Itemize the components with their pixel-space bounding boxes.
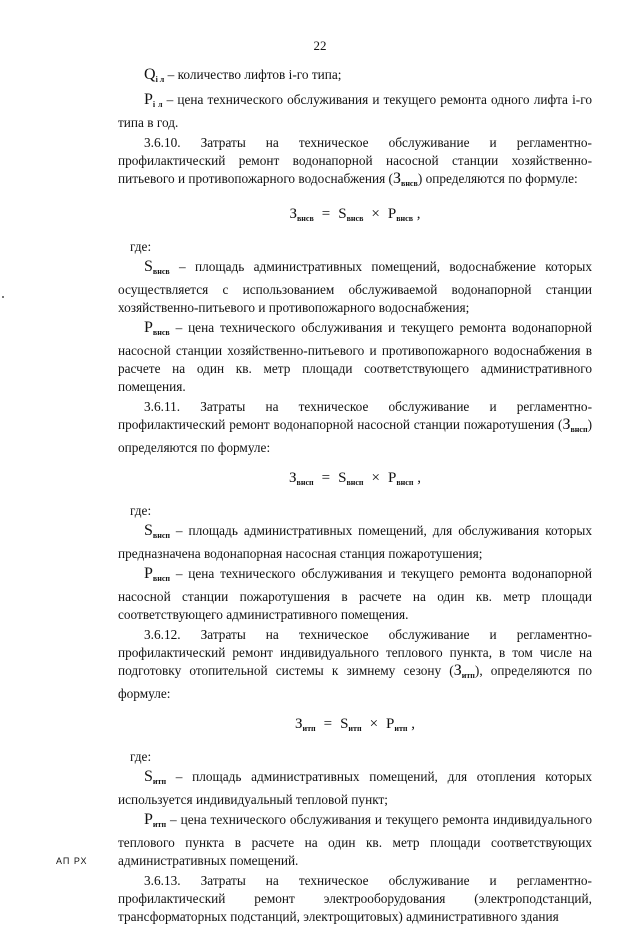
where-label-1: где: bbox=[130, 239, 152, 254]
where-label-3: где: bbox=[130, 749, 152, 764]
s-itp-definition: $S_{итп}$ – площадь административных помещений, для отопления которых используется индивидуальный тепловой пункт; bbox=[118, 768, 592, 807]
where-label-2: где: bbox=[130, 503, 152, 518]
p-itp-definition: $P_{итп}$ – цена технического обслуживания и текущего ремонта индивидуального теплового пункта в расчете на один кв. метр площади соответствующих административных помещений. bbox=[118, 811, 592, 868]
q-definition: $Q_{i л}$ – количество лифтов i-го типа; bbox=[144, 66, 342, 84]
scan-speck bbox=[2, 296, 4, 298]
p-definition: $P_{i л}$ – цена технического обслуживания и текущего ремонта одного лифта i-го типа в год. bbox=[118, 91, 592, 130]
s-vnsp-definition: $S_{внсп}$ – площадь административных помещений, для обслуживания которых предназначена водонапорная насосная станция пожаротушения; bbox=[118, 522, 592, 561]
section-3-6-13: 3.6.13. Затраты на техническое обслуживание и регламентно-профилактический ремонт электрооборудования (электроподстанций, трансформаторных подстанций, электрощитовых) административного здания bbox=[118, 873, 592, 924]
page-number: 22 bbox=[313, 38, 327, 53]
section-3-6-10: 3.6.10. Затраты на техническое обслуживание и регламентно-профилактический ремонт водонапорной насосной станции хозяйственно-питьевого и противопожарного водоснабжения $(З_{внсв})$ определяются по формуле: bbox=[118, 135, 592, 188]
s-vnsv-definition: $S_{внсв}$ – площадь административных помещений, водоснабжение которых осуществляется с использованием обслуживаемой водонапорной станции хозяйственно-питьевого и противопожарного водоснабжения; bbox=[118, 258, 592, 315]
section-3-6-12: 3.6.12. Затраты на техническое обслуживание и регламентно-профилактический ремонт индивидуального теплового пункта, в том числе на подготовку отопительной системы к зимнему сезону $(З_{итп})$, определяются по формуле: bbox=[118, 627, 592, 701]
document-body bbox=[118, 66, 592, 928]
formula-3-6-10: $З_{внсв} = S_{внсв} \times P_{внсв}$ , bbox=[289, 206, 421, 223]
section-3-6-11: 3.6.11. Затраты на техническое обслуживание и регламентно-профилактический ремонт водонапорной насосной станции пожаротушения $(З_{внсп})$ определяются по формуле: bbox=[118, 399, 592, 455]
formula-3-6-12: $З_{итп} = S_{итп} \times P_{итп}$ , bbox=[294, 716, 416, 733]
p-vnsp-definition: $P_{внсп}$ – цена технического обслуживания и текущего ремонта водонапорной насосной станции пожаротушения в расчете на один кв. метр площади соответствующего административного помещения. bbox=[118, 565, 592, 622]
footer-mark: АП РХ bbox=[56, 856, 88, 866]
formula-3-6-11: $З_{внсп} = S_{внсп} \times P_{внсп}$ , bbox=[289, 470, 421, 487]
p-vnsv-definition: $P_{внсв}$ – цена технического обслуживания и текущего ремонта водонапорной насосной станции хозяйственно-питьевого и противопожарного водоснабжения в расчете на один кв. метр площади соответствующего административного помещения. bbox=[118, 319, 592, 394]
